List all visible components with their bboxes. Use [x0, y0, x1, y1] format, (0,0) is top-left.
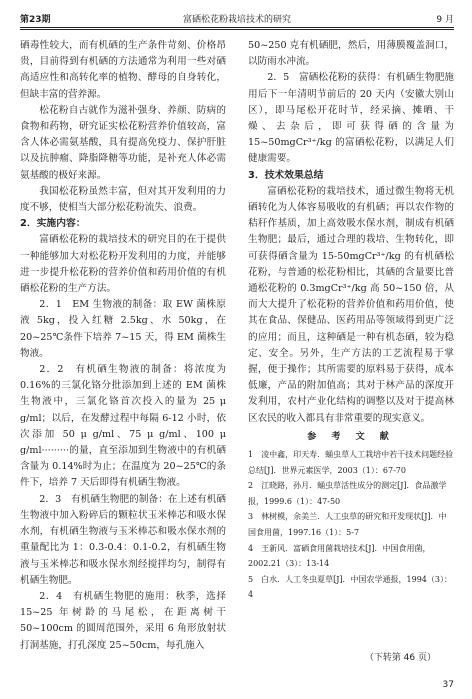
reference-item: 2 江晓路，孙月．蛹虫草活性成分的测定[J]．食品激学报，1999.6（1）：47-50: [248, 481, 447, 506]
body-paragraph: 2．2 有机硒生物液的制备：将浓度为 0.16%的三氯化铬分批添加到上述的 EM 菌株生物液中，三氯化铬首次投入的量为 25 μ g/ml；以后，在发酵过程中每隔 6-12 小时，依次添加 50 μ g/ml、75 μ g/ml、100 μ g/ml·········的量，直至添加到生物液中的有机硒含量为 0.14%时为止；在温度为 20~25℃的条件下，培养 7 天后即得有机硒生物液。: [20, 364, 226, 489]
references-list: [248, 447, 454, 603]
month-label: 9 月: [436, 15, 454, 25]
body-paragraph: 松花粉自古就作为滋补强身、养颜、防病的食物和药物，研究证实松花粉营养价值较高，富含人体必需氨基酸，具有提高免疫力、保护肝脏以及抗肿瘤、降脂降糖等功能，是补充人体必需氨基酸的极好来源。: [20, 104, 226, 181]
references-heading: 参 考 文 献: [307, 431, 395, 442]
reference-item: 4 王新风．富硒食用菌栽培技术[J]．中国食用菌，2002.21（3）：13-14: [248, 543, 431, 569]
issue-label: 第23期: [20, 15, 51, 25]
header-rule: [20, 27, 454, 28]
right-column: [248, 38, 454, 603]
body-paragraph: 2．4 有机硒生物肥的施用：秋季，选择 15~25 年树龄的马尾松，在距离树干 50~100cm 的圆周范围外，采用 6 角形放射状打洞基施，打孔深度 25~50cm，每孔施入: [20, 590, 226, 651]
section-heading: 3．技术效果总结: [248, 169, 324, 181]
reference-item: 1 凌中鑫，印天寿．蛹虫草人工栽培中若干技术问题经验总结[J]．世界元素医学，2003（1）：67-70: [248, 450, 454, 475]
reference-item: 5 白水．人工冬虫夏草[J]．中国农学通报，1994（3）：4: [248, 574, 452, 600]
body-paragraph: 硒毒性较大，而有机硒的生产条件苛刻、价格昂贵，目前得到有机硒的方法通常为利用一些对硒高适应性和高转化率的植物、酵母的自身转化，但缺丰富的营养源。: [20, 40, 226, 100]
running-header: [20, 6, 454, 28]
body-paragraph: 2．1 EM 生物液的制备：取 EW 菌株原液 5kg，投入红糖 2.5kg、水 50kg，在 20~25℃条件下培养 7~15 天，得 EM 菌株生物液。: [20, 299, 226, 359]
body-paragraph: 50~250 克有机硒肥，然后，用薄膜覆盖洞口，以防雨水冲流。: [248, 40, 454, 68]
body-paragraph: 富硒松花粉的栽培技术，通过微生物将无机硒转化为人体容易吸收的有机硒；再以农作物的秸秆作基质，加上高效吸水保水剂，制成有机硒生物肥；最后，通过合理的栽培、生物转化，即可获得硒含量为 15-50mgCr³⁺/kg 的有机硒松花粉，与普通的松花粉相比，其硒的含量要比普通松花粉的 0.3mgCr³⁺/kg 高 50~150 倍，从而大大提升了松花粉的营养价值和药用价值，使其在食品、保健品、医药用品等领域得到更广泛的应用；而且，这种硒是一种有机态硒，较为稳定、安全。另外，生产方法的工艺流程易于掌握，便于操作；其所需要的原料易于获得，成本低廉，产品的附加值高；其对于林产品的深度开发利用，农村产业化结构的调整以及对于提高林区农民的收入都具有非常重要的现实意义。: [248, 185, 454, 424]
body-paragraph: 我国松花粉虽然丰富，但对其开发利用的力度不够，使相当大部分松花粉流失、浪费。: [20, 185, 226, 214]
section-heading: 2．实施内容：: [20, 218, 86, 230]
continued-note: （下转第 46 页）: [364, 653, 436, 663]
header-rule-thin: [20, 29, 454, 30]
running-title: 富硒松花粉栽培技术的研究: [182, 15, 291, 25]
body-paragraph: 2．5 富硒松花粉的获得：有机硒生物肥施用后下一年清明节前后的 20 天内（安徽大别山区），即马尾松开花时节，经采摘、摊晒、干燥、去杂后，即可获得硒的含量为 15~50mgCr³⁺/kg 的富硒松花粉，以满足人们健康需要。: [248, 72, 454, 165]
body-paragraph: 富硒松花粉的栽培技术的研究目的在于提供一种能够加大对松花粉开发利用的力度，并能够进一步提升松花粉的营养价值和药用价值的有机硒松花粉的生产方法。: [20, 234, 226, 295]
page-number: 37: [442, 680, 454, 690]
body-paragraph: 2．3 有机硒生物肥的制备：在上述有机硒生物液中加入粉碎后的颗粒状玉米棒芯和吸水保水剂，有机硒生物液与玉米棒芯和吸水保水剂的重量配比为 1：0.3-0.4：0.1-0.2，有机硒生物液与玉米棒芯和吸水保水剂经搅拌均匀，制得有机硒生物肥。: [20, 493, 226, 586]
left-column: [20, 38, 226, 654]
right-column-body: [248, 38, 454, 427]
reference-item: 3 林树模，余美兰．人工虫草的研究和开发现状[J]．中国食用菌，1997.16（1）：5-7: [248, 512, 447, 538]
